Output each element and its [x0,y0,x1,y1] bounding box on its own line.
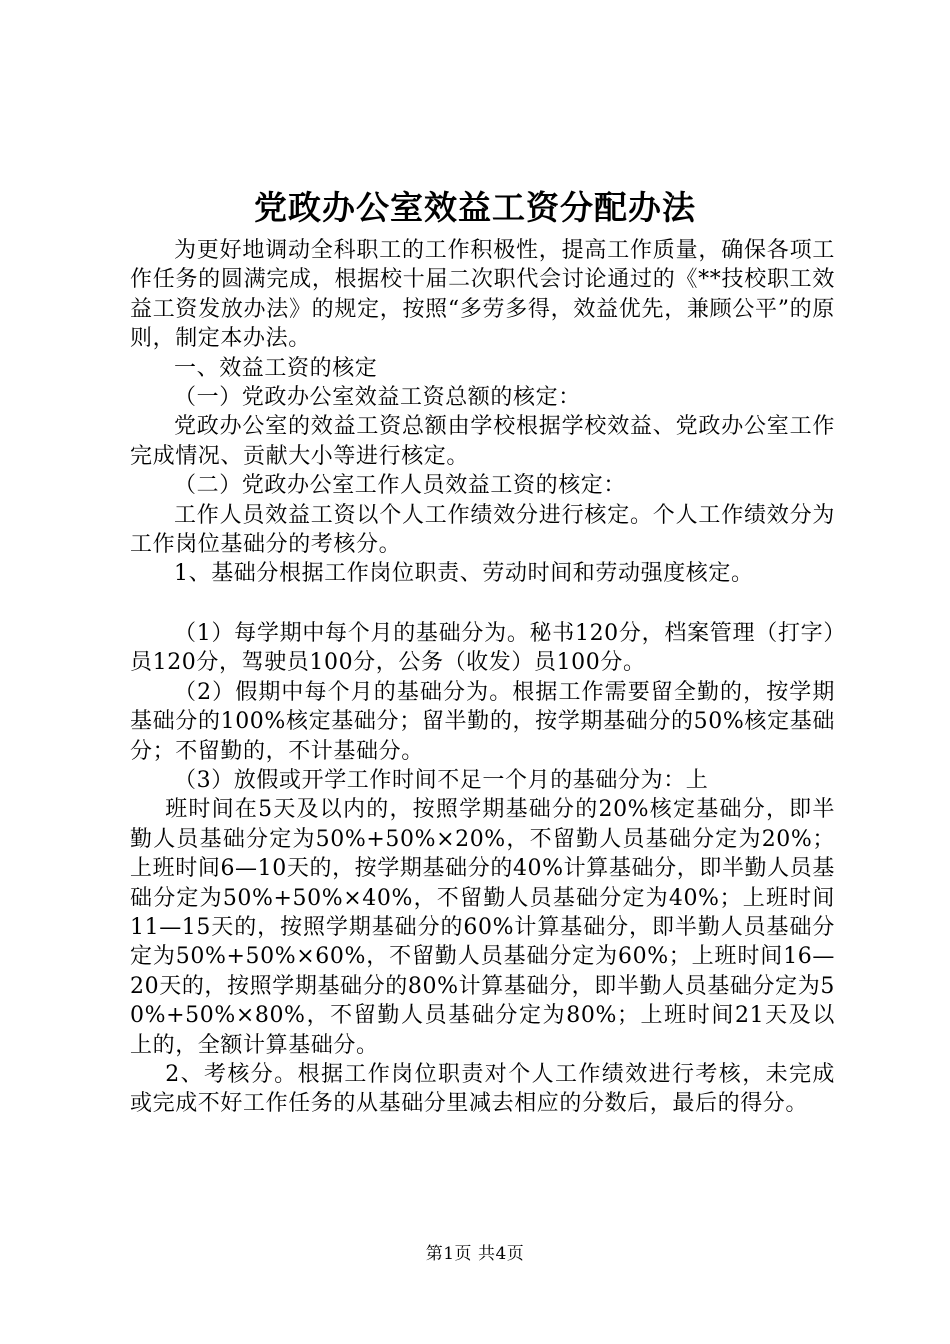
item-assessment-score: 2、考核分。根据工作岗位职责对个人工作绩效进行考核，未完成或完成不好工作任务的从基础分里减去相应的分数后，最后的得分。 [130,1061,835,1117]
page-footer: 第1页 共4页 [425,1244,525,1264]
paragraph-partial-month-detail: 班时间在5天及以内的，按照学期基础分的20%核定基础分，即半勤人员基础分定为50%+50%×20%，不留勤人员基础分定为20%；上班时间6—10天的，按学期基础分的40%计算基础分，即半勤人员基础分定为50%+50%×40%，不留勤人员基础分定为40%；上班时间11—15天的，按照学期基础分的60%计算基础分，即半勤人员基础分定为50%+50%×60%，不留勤人员基础分定为60%；上班时间16—20天的，按照学期基础分的80%计算基础分，即半勤人员基础分定为50%+50%×80%，不留勤人员基础分定为80%；上班时间21天及以上的，全额计算基础分。 [130,797,835,1058]
item-term-base-score: （1）每学期中每个月的基础分为。秘书120分，档案管理（打字）员120分，驾驶员100分，公务（收发）员100分。 [130,620,835,676]
document-title: 党政办公室效益工资分配办法 [254,188,696,227]
item-partial-month-base-score: （3）放假或开学工作时间不足一个月的基础分为：上 [174,767,709,793]
subsection-heading-2: （二）党政办公室工作人员效益工资的核定： [174,473,627,499]
document-body [130,236,835,1119]
intro-paragraph: 为更好地调动全科职工的工作积极性，提高工作质量，确保各项工作任务的圆满完成，根据校十届二次职代会讨论通过的《**技校职工效益工资发放办法》的规定，按照“多劳多得，效益优先，兼顾公平”的原则，制定本办法。 [130,238,835,352]
subsection-heading-1: （一）党政办公室效益工资总额的核定： [174,385,581,411]
paragraph-total-verification: 党政办公室的效益工资总额由学校根据学校效益、党政办公室工作完成情况、贡献大小等进行核定。 [130,414,835,469]
item-base-score: 1、基础分根据工作岗位职责、劳动时间和劳动强度核定。 [174,561,754,587]
item-holiday-base-score: （2）假期中每个月的基础分为。根据工作需要留全勤的，按学期基础分的100%核定基础分；留半勤的，按学期基础分的50%核定基础分；不留勤的，不计基础分。 [130,679,835,764]
section-heading-1: 一、效益工资的核定 [174,355,378,381]
paragraph-staff-verification: 工作人员效益工资以个人工作绩效分进行核定。个人工作绩效分为工作岗位基础分的考核分。 [130,502,835,558]
